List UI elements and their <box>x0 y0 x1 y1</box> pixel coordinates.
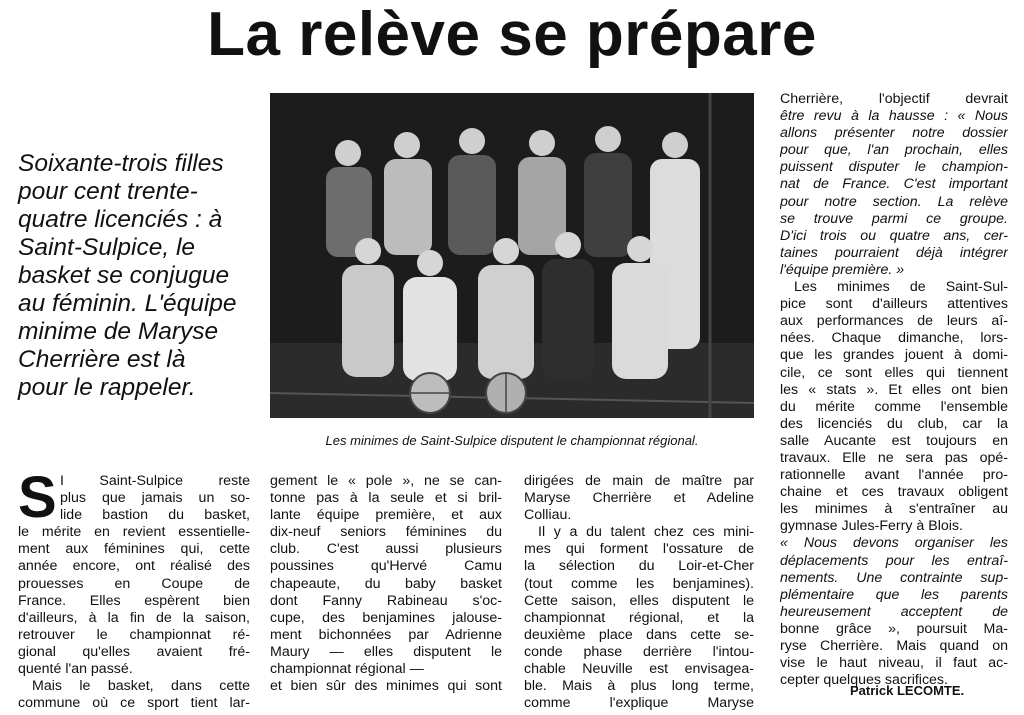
lede-intro <box>18 150 250 402</box>
lede-line: pour le rappeler. <box>18 374 196 401</box>
text-line: les minimes à s'entraîner au <box>780 501 1008 518</box>
lede-line: pour cent trente- <box>18 178 198 205</box>
text-line: tonne pas à la seule et si bril- <box>270 490 502 507</box>
article-column-1 <box>18 473 250 712</box>
text-line: gional qu'elles avaient fré- <box>18 643 250 660</box>
text-line: bonne grâce », poursuit Ma- <box>780 620 1008 637</box>
text-line: D'ici trois ou quatre ans, cer- <box>780 227 1008 244</box>
text-line: (tout comme les benjamines). <box>524 575 754 592</box>
text-line: être revu à la hausse : « Nous <box>780 108 1008 125</box>
text-line: retrouver le championnat ré- <box>18 626 250 643</box>
text-line: dirigées de main de maître par <box>524 473 754 489</box>
text-line: prouesses en Coupe de <box>18 575 250 592</box>
article-column-2 <box>270 473 502 695</box>
text-line: allons présenter notre dossier <box>780 125 1008 142</box>
text-line: Cette saison, elles disputent le <box>524 592 754 609</box>
text-line: ryse Cherrière. Mais quand on <box>780 638 1008 654</box>
text-line: puissent disputer le champion- <box>780 159 1008 176</box>
text-line: cile, ce sont elles qui tiennent <box>780 364 1008 381</box>
text-line: plus que jamais un so- <box>60 490 250 507</box>
text-line: le mérite en revient essentielle- <box>18 524 250 541</box>
text-line: du mérite comme l'ensemble <box>780 398 1008 415</box>
text-line: Cherrière, l'objectif devrait <box>780 91 1008 107</box>
text-line: et bien sûr des minimes qui sont <box>270 678 502 695</box>
text-line: commune où ce sport tient lar- <box>18 695 250 712</box>
text-line: pour notre section. La relève <box>780 193 1008 210</box>
text-line: nements. Une contrainte sup- <box>780 569 1008 586</box>
team-photo-illustration <box>270 93 754 418</box>
text-line: mes qui forment l'ossature de <box>524 541 754 558</box>
lede-line: quatre licenciés : à <box>18 206 223 233</box>
text-line: gymnase Jules-Ferry à Blois. <box>780 518 963 535</box>
text-line: Les minimes de Saint-Sul- <box>794 279 1008 296</box>
text-line: pour que, l'an prochain, elles <box>780 142 1008 159</box>
text-line: aux performances de leurs aî- <box>780 313 1008 330</box>
text-line: Mais le basket, dans cette <box>32 678 250 695</box>
team-photo <box>270 93 754 418</box>
text-line: que les grandes jouent à domi- <box>780 347 1008 364</box>
lede-line: Saint-Sulpice, le <box>18 234 196 261</box>
text-line: plémentaire que les parents <box>780 586 1008 603</box>
text-line: cupe, des benjamines jalouse- <box>270 609 502 626</box>
text-line: poussines qu'Hervé Camu <box>270 558 502 575</box>
byline: Patrick LECOMTE. <box>850 683 965 698</box>
text-line: I Saint-Sulpice reste <box>60 473 250 489</box>
article-column-3 <box>524 473 754 712</box>
text-line: quenté l'an passé. <box>18 661 133 678</box>
text-line: lante équipe première, et aux <box>270 507 502 524</box>
text-line: ment bichonnées par Adrienne <box>270 626 502 643</box>
text-line: l'équipe première. » <box>780 261 905 278</box>
text-line: dont Fanny Rabineau s'oc- <box>270 592 502 609</box>
lede-line: Cherrière est là <box>18 346 186 373</box>
text-line: rationnelle avant l'année pro- <box>780 467 1008 484</box>
text-line: chable Neuville est envisagea- <box>524 661 754 678</box>
text-line: déplacements pour les entraî- <box>780 552 1008 569</box>
text-line: taines pourraient déjà intégrer <box>780 244 1008 261</box>
text-line: année encore, ont réalisé des <box>18 558 250 575</box>
text-line: championnat régional, et la <box>524 609 754 626</box>
text-line: deuxième place dans cette se- <box>524 626 754 643</box>
headline: La relève se prépare <box>207 0 817 69</box>
text-line: lide bastion du basket, <box>60 507 250 524</box>
lede-line: au féminin. L'équipe <box>18 290 237 317</box>
text-line: chaine et ces travaux obligent <box>780 484 1008 501</box>
text-line: nées. Chaque dimanche, lors- <box>780 330 1008 347</box>
lede-line: minime de Maryse <box>18 318 219 345</box>
text-line: ble. Mais à plus long terme, <box>524 678 754 695</box>
text-line: des licenciés du club, car la <box>780 415 1008 432</box>
text-line: cepter quelques sacrifices. <box>780 672 948 689</box>
text-line: ment aux féminines qui, cette <box>18 541 250 558</box>
text-line: vise le haut niveau, il faut ac- <box>780 655 1008 672</box>
text-line: championnat régional — <box>270 661 424 678</box>
article-column-4 <box>780 91 1008 689</box>
lede-line: Soixante-trois filles <box>18 150 224 177</box>
text-line: travaux. Elle ne sera pas opé- <box>780 449 1008 466</box>
text-line: gement le « pole », ne se can- <box>270 473 502 489</box>
text-line: d'ailleurs, à la fin de la saison, <box>18 609 250 626</box>
text-line: club. C'est aussi plusieurs <box>270 541 502 558</box>
text-line: la sélection du Loir-et-Cher <box>524 558 754 575</box>
text-line: chapeaute, du baby basket <box>270 575 502 592</box>
text-line: heureusement acceptent de <box>780 603 1008 620</box>
text-line: Maury — elles disputent le <box>270 643 502 660</box>
text-line: les « stats ». Et elles ont bien <box>780 381 1008 398</box>
text-line: France. Elles espèrent bien <box>18 592 250 609</box>
text-line: Il y a du talent chez ces mini- <box>538 524 754 541</box>
text-line: salle Aucante est toujours en <box>780 432 1008 449</box>
text-line: se trouve parmi ce groupe. <box>780 210 1008 227</box>
text-line: comme l'explique Maryse <box>524 695 754 712</box>
text-line: Maryse Cherrière et Adeline <box>524 490 754 507</box>
text-line: nat de France. C'est important <box>780 176 1008 193</box>
photo-caption: Les minimes de Saint-Sulpice disputent le championnat régional. <box>325 433 699 448</box>
text-line: pice sont d'ailleurs attentives <box>780 296 1008 313</box>
drop-cap: S <box>18 465 57 530</box>
text-line: Colliau. <box>524 507 572 524</box>
text-line: « Nous devons organiser les <box>780 535 1008 552</box>
text-line: conde phase derrière l'intou- <box>524 643 754 660</box>
lede-line: basket se conjugue <box>18 262 230 289</box>
text-line: dix-neuf seniors féminines du <box>270 524 502 541</box>
